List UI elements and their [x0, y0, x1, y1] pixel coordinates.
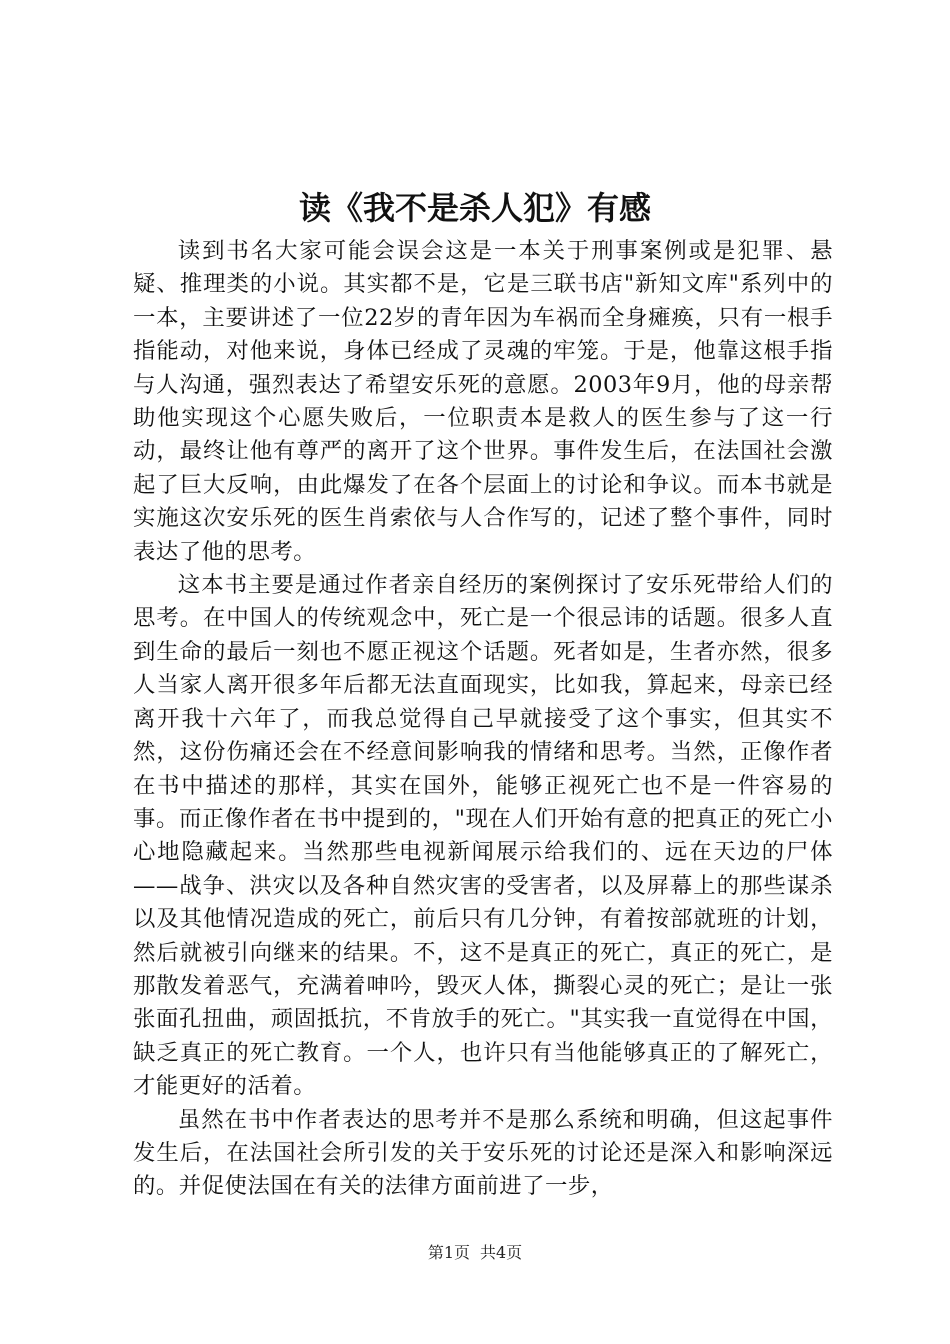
page-total: 共4页 [480, 1243, 523, 1262]
page-number: 第1页 [427, 1243, 470, 1262]
paragraph-2: 这本书主要是通过作者亲自经历的案例探讨了安乐死带给人们的思考。在中国人的传统观念中，死亡是一个很忌讳的话题。很多人直到生命的最后一刻也不愿正视这个话题。死者如是，生者亦然，很多人当家人离开很多年后都无法直面现实，比如我，算起来，母亲已经离开我十六年了，而我总觉得自己早就接受了这个事实，但其实不然，这份伤痛还会在不经意间影响我的情绪和思考。当然，正像作者在书中描述的那样，其实在国外，能够正视死亡也不是一件容易的事。而正像作者在书中提到的，"现在人们开始有意的把真正的死亡小心地隐藏起来。当然那些电视新闻展示给我们的、远在天边的尸体——战争、洪灾以及各种自然灾害的受害者，以及屏幕上的那些谋杀以及其他情况造成的死亡，前后只有几分钟，有着按部就班的计划，然后就被引向继来的结果。不，这不是真正的死亡，真正的死亡，是那散发着恶气，充满着呻吟，毁灭人体，撕裂心灵的死亡；是让一张张面孔扭曲，顽固抵抗，不肯放手的死亡。"其实我一直觉得在中国，缺乏真正的死亡教育。一个人，也许只有当他能够真正的了解死亡，才能更好的活着。 [133, 572, 833, 1100]
document-body [133, 235, 833, 1204]
document-title: 读《我不是杀人犯》有感 [298, 189, 651, 227]
page-footer [0, 1242, 950, 1264]
paragraph-3: 虽然在书中作者表达的思考并不是那么系统和明确，但这起事件发生后，在法国社会所引发的关于安乐死的讨论还是深入和影响深远的。并促使法国在有关的法律方面前进了一步， [133, 1106, 833, 1200]
paragraph-1: 读到书名大家可能会误会这是一本关于刑事案例或是犯罪、悬疑、推理类的小说。其实都不是，它是三联书店"新知文库"系列中的一本，主要讲述了一位22岁的青年因为车祸而全身瘫痪，只有一根手指能动，对他来说，身体已经成了灵魂的牢笼。于是，他靠这根手指与人沟通，强烈表达了希望安乐死的意愿。2003年9月，他的母亲帮助他实现这个心愿失败后，一位职责本是救人的医生参与了这一行动，最终让他有尊严的离开了这个世界。事件发生后，在法国社会激起了巨大反响，由此爆发了在各个层面上的讨论和争议。而本书就是实施这次安乐死的医生肖索依与人合作写的，记述了整个事件，同时表达了他的思考。 [133, 238, 833, 565]
